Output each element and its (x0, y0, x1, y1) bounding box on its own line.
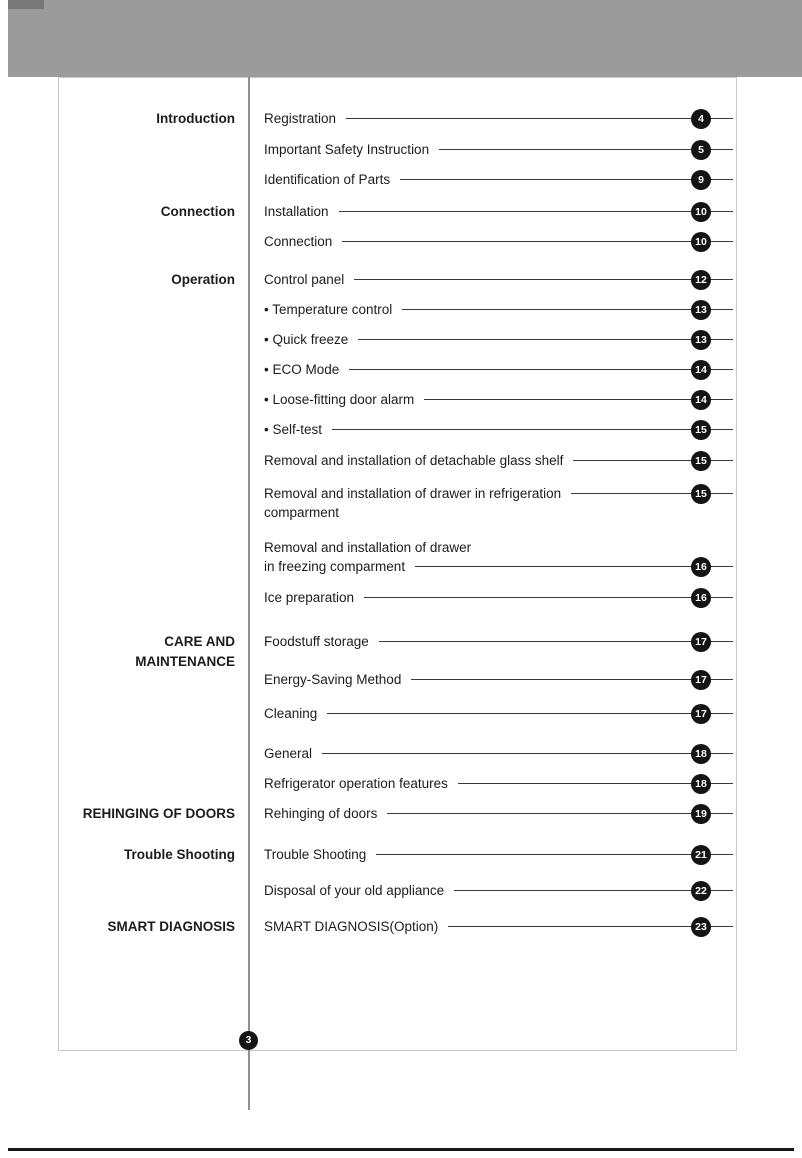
toc-entry-multiline (250, 484, 736, 522)
toc-content-box (58, 77, 737, 1051)
page-number-badge: 12 (691, 270, 711, 290)
page-number-badge: 15 (691, 420, 711, 440)
leader-line (379, 641, 733, 642)
leader-line (364, 597, 733, 598)
toc-row (59, 202, 736, 221)
toc-row (59, 704, 736, 723)
toc-entry-text: Trouble Shooting (264, 847, 367, 862)
toc-row (59, 360, 736, 379)
section-label-text: SMART DIAGNOSIS (107, 919, 235, 934)
toc-entry-text: Registration (264, 111, 337, 126)
toc-entry-text: Installation (264, 204, 329, 219)
section-label-text: CARE AND (164, 634, 235, 649)
section-label-rehinging-of-doors (59, 804, 250, 823)
section-label-text: Connection (160, 204, 235, 219)
footer-page-number-badge: 3 (239, 1031, 258, 1050)
toc-entry-text: • ECO Mode (264, 362, 340, 377)
toc-entry-text: Removal and installation of drawer (264, 540, 472, 555)
page-number-badge: 15 (691, 451, 711, 471)
toc-entry (250, 588, 736, 607)
toc-entry-text: Foodstuff storage (264, 634, 369, 649)
section-label-empty (59, 881, 250, 900)
toc-entry (250, 704, 736, 723)
toc-row (59, 270, 736, 289)
section-label-empty (59, 140, 250, 159)
toc-entry (250, 881, 736, 900)
section-label-trouble-shooting (59, 845, 250, 864)
page-number-badge: 13 (691, 330, 711, 350)
section-label-empty (59, 300, 250, 319)
section-label-empty (59, 390, 250, 409)
toc-entry (250, 360, 736, 379)
toc-entry-multiline (250, 538, 736, 576)
section-label-empty (59, 420, 250, 439)
page-number-badge: 16 (691, 588, 711, 608)
toc-entry (250, 670, 736, 689)
leader-line (354, 279, 733, 280)
toc-entry-text: Connection (264, 234, 333, 249)
page-number-badge: 5 (691, 140, 711, 160)
toc-entry-text: Important Safety Instruction (264, 142, 430, 157)
section-label-text: Introduction (156, 111, 235, 126)
section-label-text: REHINGING OF DOORS (82, 806, 235, 821)
toc-entry-text: Ice preparation (264, 590, 355, 605)
toc-entry (250, 232, 736, 251)
leader-line (424, 399, 733, 400)
page-number-badge: 18 (691, 774, 711, 794)
page-number-badge: 22 (691, 881, 711, 901)
page-number-badge: 4 (691, 109, 711, 129)
toc-row (59, 881, 736, 900)
page-number-badge: 18 (691, 744, 711, 764)
toc-entry-text-line2: in freezing comparment (264, 559, 406, 574)
toc-entry (250, 390, 736, 409)
leader-line (439, 149, 733, 150)
toc-row (59, 232, 736, 251)
toc-row (59, 420, 736, 439)
leader-line (387, 813, 733, 814)
section-label-empty (59, 774, 250, 793)
leader-line (322, 753, 733, 754)
toc-row (59, 632, 736, 669)
section-label-empty (59, 360, 250, 379)
toc-entry-text: • Loose-fitting door alarm (264, 392, 415, 407)
leader-line (339, 211, 733, 212)
section-label-empty (59, 538, 250, 557)
toc-entry-line (264, 484, 736, 503)
toc-row (59, 588, 736, 607)
section-label-text: MAINTENANCE (135, 654, 235, 669)
toc-entry (250, 109, 736, 128)
toc-row (59, 451, 736, 470)
toc-entry-line (264, 503, 736, 522)
toc-entry-text: Identification of Parts (264, 172, 391, 187)
section-label-empty (59, 451, 250, 470)
toc-row (59, 484, 736, 522)
toc-entry (250, 170, 736, 189)
column-divider-line (248, 77, 250, 1110)
toc-entry (250, 744, 736, 763)
leader-line (349, 369, 733, 370)
toc-entry-text: Removal and installation of drawer in refrigeration (264, 486, 562, 501)
section-label-text: Trouble Shooting (124, 847, 235, 862)
toc-entry (250, 774, 736, 793)
toc-row (59, 774, 736, 793)
page-number-badge: 16 (691, 557, 711, 577)
leader-line (400, 179, 733, 180)
toc-entry (250, 330, 736, 349)
section-label-introduction (59, 109, 250, 128)
section-label-empty (59, 330, 250, 349)
section-label-text: Operation (171, 272, 235, 287)
section-label-smart-diagnosis (59, 917, 250, 936)
section-label-empty (59, 588, 250, 607)
page-number-badge: 14 (691, 360, 711, 380)
toc-row (59, 390, 736, 409)
page-number-badge: 13 (691, 300, 711, 320)
section-label-empty (59, 670, 250, 689)
toc-entry-text: General (264, 746, 313, 761)
toc-entry (250, 420, 736, 439)
section-label-connection (59, 202, 250, 221)
leader-line (358, 339, 733, 340)
page-number-badge: 15 (691, 484, 711, 504)
toc-entry (250, 140, 736, 159)
section-label-empty (59, 232, 250, 251)
toc-entry-text: Refrigerator operation features (264, 776, 448, 791)
toc-row (59, 917, 736, 936)
toc-entry-text: SMART DIAGNOSIS(Option) (264, 919, 439, 934)
page-number-badge: 17 (691, 632, 711, 652)
toc-entry (250, 202, 736, 221)
toc-entry (250, 917, 736, 936)
toc-entry (250, 845, 736, 864)
toc-entry-text: • Self-test (264, 422, 322, 437)
toc-entry (250, 300, 736, 319)
page-number-badge: 10 (691, 202, 711, 222)
toc-row (59, 300, 736, 319)
page-number-badge: 23 (691, 917, 711, 937)
section-label-empty (59, 170, 250, 189)
section-label-care-and-maintenance (59, 632, 250, 669)
section-label-empty (59, 484, 250, 503)
toc-row (59, 109, 736, 128)
toc-entry-line (264, 538, 736, 557)
toc-row (59, 140, 736, 159)
leader-line (376, 854, 733, 855)
bottom-rule-line (8, 1148, 794, 1151)
toc-entry-line (264, 557, 736, 576)
toc-row (59, 538, 736, 576)
page-number-badge: 17 (691, 704, 711, 724)
toc-entry (250, 632, 736, 651)
toc-entry-text: Rehinging of doors (264, 806, 378, 821)
toc-entry-text: Removal and installation of detachable glass shelf (264, 453, 564, 468)
toc-row (59, 170, 736, 189)
toc-entry-text: Cleaning (264, 706, 318, 721)
leader-line (402, 309, 733, 310)
section-label-empty (59, 704, 250, 723)
section-label-empty (59, 744, 250, 763)
page-number-badge: 19 (691, 804, 711, 824)
leader-line (342, 241, 733, 242)
leader-line (327, 713, 733, 714)
toc-row (59, 845, 736, 864)
toc-entry-text: Control panel (264, 272, 345, 287)
leader-line (332, 429, 733, 430)
page-number-badge: 14 (691, 390, 711, 410)
toc-row (59, 744, 736, 763)
section-label-operation (59, 270, 250, 289)
leader-line (415, 566, 733, 567)
page-number-badge: 21 (691, 845, 711, 865)
leader-line (346, 118, 733, 119)
toc-entry-text: Energy-Saving Method (264, 672, 402, 687)
toc-row (59, 330, 736, 349)
page-number-badge: 9 (691, 170, 711, 190)
toc-row (59, 804, 736, 823)
toc-entry (250, 804, 736, 823)
toc-entry-text: • Quick freeze (264, 332, 349, 347)
page-number-badge: 17 (691, 670, 711, 690)
toc-entry-text: Disposal of your old appliance (264, 883, 445, 898)
toc-entry-text-line2: comparment (264, 505, 340, 520)
toc-entry-text: • Temperature control (264, 302, 393, 317)
toc-row (59, 670, 736, 689)
leader-line (411, 679, 733, 680)
toc-entry (250, 451, 736, 470)
toc-entry (250, 270, 736, 289)
page-number-badge: 10 (691, 232, 711, 252)
banner-corner-artifact (8, 0, 44, 9)
top-banner (8, 0, 802, 77)
